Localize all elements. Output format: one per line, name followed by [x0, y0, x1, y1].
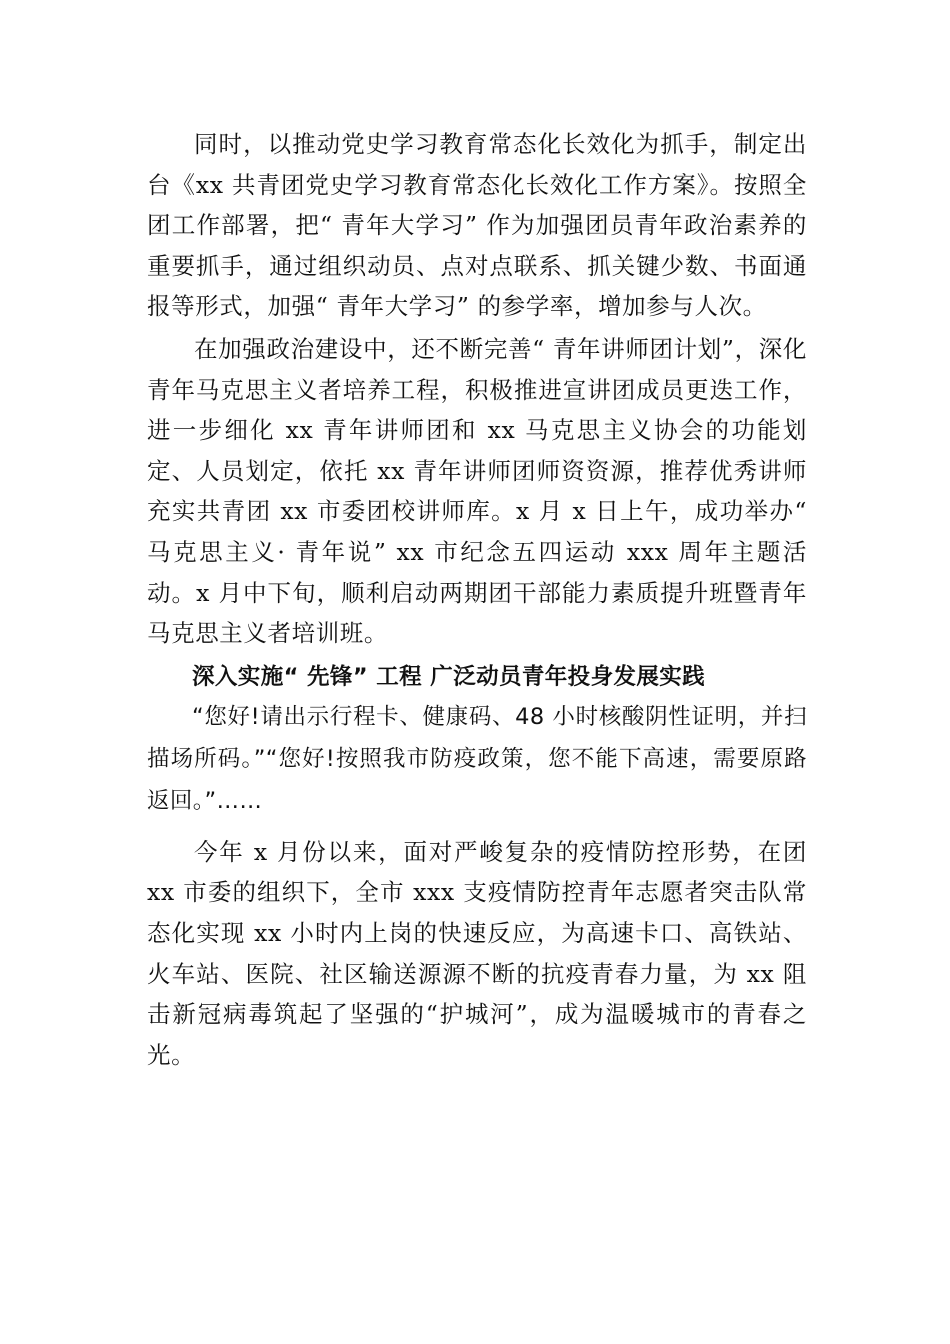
section-heading: 深入实施“ 先锋” 工程 广泛动员青年投身发展实践	[192, 663, 706, 690]
paragraph-epidemic-volunteers: 今年 x 月份以来，面对严峻复杂的疫情防控形势，在团 xx 市委的组织下，全市 xxx 支疫情防控青年志愿者突击队常态化实现 xx 小时内上岗的快速反应，为高速卡口、高铁站、火车站、医院、社区输送源源不断的抗疫青春力量，为 xx 阻击新冠病毒筑起了坚强的“护城河”，成为温暖城市的青春之光。	[147, 837, 807, 1069]
paragraph-political-building: 在加强政治建设中，还不断完善“ 青年讲师团计划”，深化青年马克思主义者培养工程，积极推进宣讲团成员更迭工作，进一步细化 xx 青年讲师团和 xx 马克思主义协会的功能划定、人员划定，依托 xx 青年讲师团师资资源，推荐优秀讲师充实共青团 xx 市委团校讲师库。x 月 x 日上午，成功举办“ 马克思主义· 青年说” xx 市纪念五四运动 xxx 周年主题活动。x 月中下旬，顺利启动两期团干部能力素质提升班暨青年马克思主义者培训班。	[147, 334, 807, 648]
paragraph-party-history: 同时，以推动党史学习教育常态化长效化为抓手，制定出台《xx 共青团党史学习教育常态化长效化工作方案》。按照全团工作部署，把“ 青年大学习” 作为加强团员青年政治素养的重要抓手，通过组织动员、点对点联系、抓关键少数、书面通报等形式，加强“ 青年大学习” 的参学率，增加参与人次。	[147, 130, 807, 321]
paragraph-spacer	[147, 822, 807, 832]
quote-paragraph: “您好!请出示行程卡、健康码、48 小时核酸阴性证明，并扫描场所码。”“您好!按照我市防疫政策，您不能下高速，需要原路返回。”……	[147, 703, 807, 814]
document-body	[147, 124, 807, 1075]
